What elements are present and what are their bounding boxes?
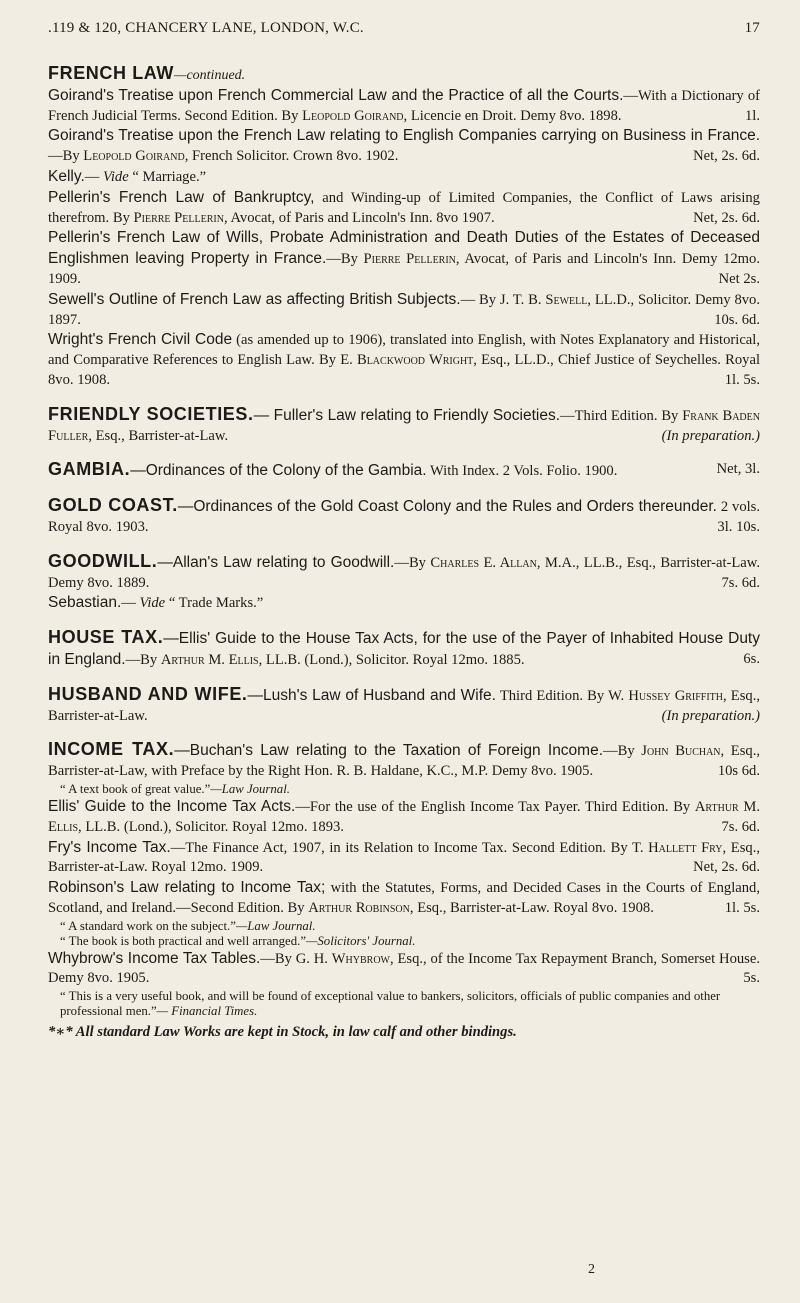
entry-title: Pellerin's French Law of Bankruptcy,: [48, 188, 315, 206]
header-address: .119 & 120, CHANCERY LANE, LONDON, W.C.: [48, 20, 364, 36]
entry-price: 3l. 10s.: [717, 518, 760, 535]
entry-price: 6s.: [743, 650, 760, 667]
quote-source: —Law Journal.: [235, 918, 316, 933]
entry-price: 7s. 6d.: [721, 818, 760, 835]
entry-title: Goirand's Treatise upon the French Law relating to English Companies carrying on Business in France.: [48, 127, 760, 145]
catalogue-page: [48, 20, 760, 1041]
catalogue-body: [48, 64, 760, 1019]
entry-author: Hallett Fry: [648, 839, 723, 856]
catalogue-entry: [48, 126, 760, 167]
catalogue-entry: [48, 405, 760, 447]
entry-author: Blackwood Wright: [356, 352, 474, 369]
section-heading: FRENCH LAW: [48, 63, 174, 83]
quote-source: — Financial Times.: [156, 1004, 258, 1019]
entry-author: Charles E. Allan: [430, 554, 537, 571]
entry-text: —By: [603, 743, 642, 760]
entry-title: Wright's French Civil Code: [48, 331, 233, 349]
entry-price: 10s 6d.: [717, 763, 760, 780]
entry-text: —By: [48, 148, 84, 165]
entry-text: —By: [125, 651, 161, 668]
entry-title: —Ellis' Guide to the House Tax Acts, for the use of the Payer of Inhabited House Duty in England.: [48, 630, 760, 668]
entry-author: Whybrow: [331, 950, 390, 967]
entry-price: 5s.: [743, 970, 760, 987]
entry-price: 1l. 5s.: [724, 899, 760, 916]
entry-price: (In preparation.): [661, 707, 760, 724]
entry-text: —: [121, 595, 140, 612]
entry-title: — Fuller's Law relating to Friendly Societies.: [253, 406, 561, 424]
entry-text: —By: [394, 554, 431, 571]
entry-details: , Esq., LL.D., Chief Justice of Seychelles. Royal 8vo. 1908.: [48, 352, 761, 388]
catalogue-entry: [48, 228, 760, 289]
catalogue-entry: [48, 460, 760, 482]
entry-text: —For the use of the English Income Tax Payer. Third Edition. By: [295, 798, 695, 815]
entry-title: Robinson's Law relating to Income Tax;: [48, 879, 326, 897]
entry-text: —By: [326, 251, 364, 268]
entry-price: 1l. 5s.: [724, 371, 760, 388]
entry-author: Frank Baden Fuller: [48, 407, 760, 444]
section-1: [48, 405, 760, 447]
catalogue-entry: [48, 167, 760, 188]
entry-details: , Esq., Barrister-at-Law.: [88, 427, 229, 444]
entry-author: Arthur M. Ellis: [160, 651, 259, 668]
catalogue-entry: [48, 628, 760, 671]
section-heading: INCOME TAX.: [48, 739, 175, 760]
entry-text: —With a Dictionary of French Judicial Terms. Second Edition. By: [48, 87, 760, 124]
review-quote: [48, 919, 760, 934]
section-2: [48, 460, 760, 482]
entry-price: Net, 3l.: [716, 461, 760, 478]
continued-note: —continued.: [174, 68, 246, 83]
entry-text: — By J. T. B.: [460, 291, 546, 308]
entry-text: (as amended up to 1906), translated into English, with Notes Explanatory and Historical, and Comparative References to English Law. By E.: [48, 332, 760, 369]
running-header: [48, 20, 760, 50]
entry-title: Fry's Income Tax.: [48, 838, 171, 856]
catalogue-entry: [48, 188, 760, 229]
entry-title: —Lush's Law of Husband and Wife.: [247, 686, 496, 704]
entry-text: —By G. H.: [260, 950, 332, 967]
catalogue-entry: [48, 838, 760, 879]
entry-details: , Esq., Barrister-at-Law. Royal 12mo. 1909.: [48, 839, 760, 876]
entry-text: Third Edition. By W.: [495, 687, 629, 704]
entry-title: Whybrow's Income Tax Tables.: [48, 949, 261, 967]
entry-italic: Vide: [139, 595, 166, 612]
entry-details: , LL.B. (Lond.), Solicitor. Royal 12mo. 1885.: [258, 651, 525, 668]
section-heading: FRIENDLY SOCIETIES.: [48, 403, 254, 424]
entry-text: —: [84, 168, 104, 185]
entry-title: —Ordinances of the Colony of the Gambia.: [130, 462, 427, 480]
entry-title: Goirand's Treatise upon French Commercial Law and the Practice of all the Courts.: [48, 86, 624, 104]
entry-details: “ Trade Marks.”: [165, 595, 264, 612]
entry-text: 2 vols. Royal 8vo. 1903.: [48, 499, 761, 535]
section-heading: GOLD COAST.: [48, 495, 178, 516]
entry-details: , Licencie en Droit. Demy 8vo. 1898.: [403, 107, 622, 124]
entry-details: , LL.D., Solicitor. Demy 8vo. 1897.: [48, 291, 760, 328]
entry-text: With Index. 2 Vols. Folio. 1900.: [426, 463, 618, 480]
section-4: [48, 552, 760, 614]
section-6: [48, 685, 760, 727]
entry-author: Arthur M. Ellis: [48, 798, 760, 835]
section-heading: HUSBAND AND WIFE.: [48, 683, 248, 704]
entry-price: 1l.: [745, 107, 760, 124]
entry-italic: Vide: [103, 168, 129, 185]
entry-title: —Allan's Law relating to Goodwill.: [157, 553, 395, 571]
review-quote: [48, 934, 760, 949]
catalogue-entry: [48, 552, 760, 594]
catalogue-entry: [48, 878, 760, 919]
entry-title: Kelly.: [48, 167, 85, 185]
entry-price: (In preparation.): [661, 427, 760, 444]
entry-author: John Buchan: [641, 743, 721, 760]
entry-title: Sebastian.: [48, 594, 122, 612]
entry-title: Pellerin's French Law of Wills, Probate Administration and Death Duties of the Estates of Deceased Englishmen leaving Property in France.: [48, 229, 760, 268]
footer-note: *∗* All standard Law Works are kept in Stock, in law calf and other bindings.: [48, 1024, 517, 1041]
entry-details: , Avocat, of Paris and Lincoln's Inn. 8vo 1907.: [223, 209, 495, 226]
section-heading: GAMBIA.: [48, 459, 131, 480]
signature-mark: 2: [588, 1262, 595, 1277]
review-quote: [48, 782, 760, 797]
entry-details: , French Solicitor. Crown 8vo. 1902.: [184, 148, 399, 165]
quote-source: —Solicitors' Journal.: [306, 933, 416, 948]
section-3: [48, 496, 760, 538]
section-0: [48, 64, 760, 391]
entry-author: Hussey Griffith: [628, 687, 724, 704]
quote-source: —Law Journal.: [210, 781, 290, 796]
section-heading: GOODWILL.: [48, 550, 158, 571]
entry-title: —Buchan's Law relating to the Taxation of Foreign Income.: [174, 742, 604, 760]
entry-text: —The Finance Act, 1907, in its Relation to Income Tax. Second Edition. By T.: [170, 839, 649, 856]
entry-text: and Winding-up of Limited Companies, the Conflict of Laws arising therefrom. By: [48, 189, 760, 226]
entry-details: “ Marriage.”: [128, 168, 207, 185]
page-number: 17: [744, 20, 760, 36]
entry-title: Sewell's Outline of French Law as affecting British Subjects.: [48, 290, 461, 308]
entry-author: Pierre Pellerin: [363, 251, 456, 268]
entry-details: , M.A., LL.B., Esq., Barrister-at-Law. Demy 8vo. 1889.: [48, 554, 760, 591]
entry-price: 7s. 6d.: [721, 574, 760, 591]
entry-details: , Esq., Barrister-at-Law. Royal 8vo. 1908.: [409, 899, 654, 916]
entry-price: Net, 2s. 6d.: [693, 859, 760, 876]
entry-price: 10s. 6d.: [714, 311, 760, 328]
section-5: [48, 628, 760, 671]
section-heading: HOUSE TAX.: [48, 627, 164, 648]
entry-author: Leopold Goirand: [302, 107, 404, 124]
catalogue-entry: [48, 593, 760, 614]
catalogue-entry: [48, 496, 760, 538]
quote-text: “ A text book of great value.”: [60, 781, 211, 796]
catalogue-entry: [48, 64, 760, 126]
catalogue-entry: [48, 685, 760, 727]
entry-details: , Avocat, of Paris and Lincoln's Inn. Demy 12mo. 1909.: [48, 251, 760, 287]
catalogue-entry: [48, 949, 760, 990]
section-7: [48, 740, 760, 1019]
entry-author: Arthur Robinson: [308, 899, 410, 916]
entry-title: Ellis' Guide to the Income Tax Acts.: [48, 797, 296, 815]
entry-price: Net, 2s. 6d.: [693, 148, 760, 165]
entry-author: Pierre Pellerin: [133, 209, 224, 226]
quote-text: “ This is a very useful book, and will be found of exceptional value to bankers, solicitors, officials of public companies and other professional men.”: [60, 989, 721, 1019]
entry-text: —Third Edition. By: [560, 407, 683, 424]
catalogue-entry: [48, 330, 760, 390]
catalogue-entry: [48, 290, 760, 331]
entry-details: , Esq., Barrister-at-Law.: [48, 687, 760, 724]
entry-text: with the Statutes, Forms, and Decided Cases in the Courts of England, Scotland, and Ireland.—Second Edition. By: [48, 880, 761, 916]
entry-author: Sewell: [545, 291, 588, 308]
entry-details: , LL.B. (Lond.), Solicitor. Royal 12mo. 1893.: [78, 818, 344, 835]
entry-author: Leopold Goirand: [83, 148, 185, 165]
entry-details: , Esq., of the Income Tax Repayment Branch, Somerset House. Demy 8vo. 1905.: [48, 950, 760, 987]
entry-details: , Esq., Barrister-at-Law, with Preface by the Right Hon. R. B. Haldane, K.C., M.P. Demy 8vo. 1905.: [48, 743, 760, 780]
entry-price: Net 2s.: [718, 270, 760, 287]
quote-text: “ A standard work on the subject.”: [60, 918, 236, 933]
entry-price: Net, 2s. 6d.: [693, 209, 760, 226]
catalogue-entry: [48, 797, 760, 838]
review-quote: [48, 989, 760, 1019]
quote-text: “ The book is both practical and well arranged.”: [60, 933, 307, 948]
catalogue-entry: [48, 740, 760, 782]
entry-title: —Ordinances of the Gold Coast Colony and the Rules and Orders thereunder.: [177, 498, 717, 516]
